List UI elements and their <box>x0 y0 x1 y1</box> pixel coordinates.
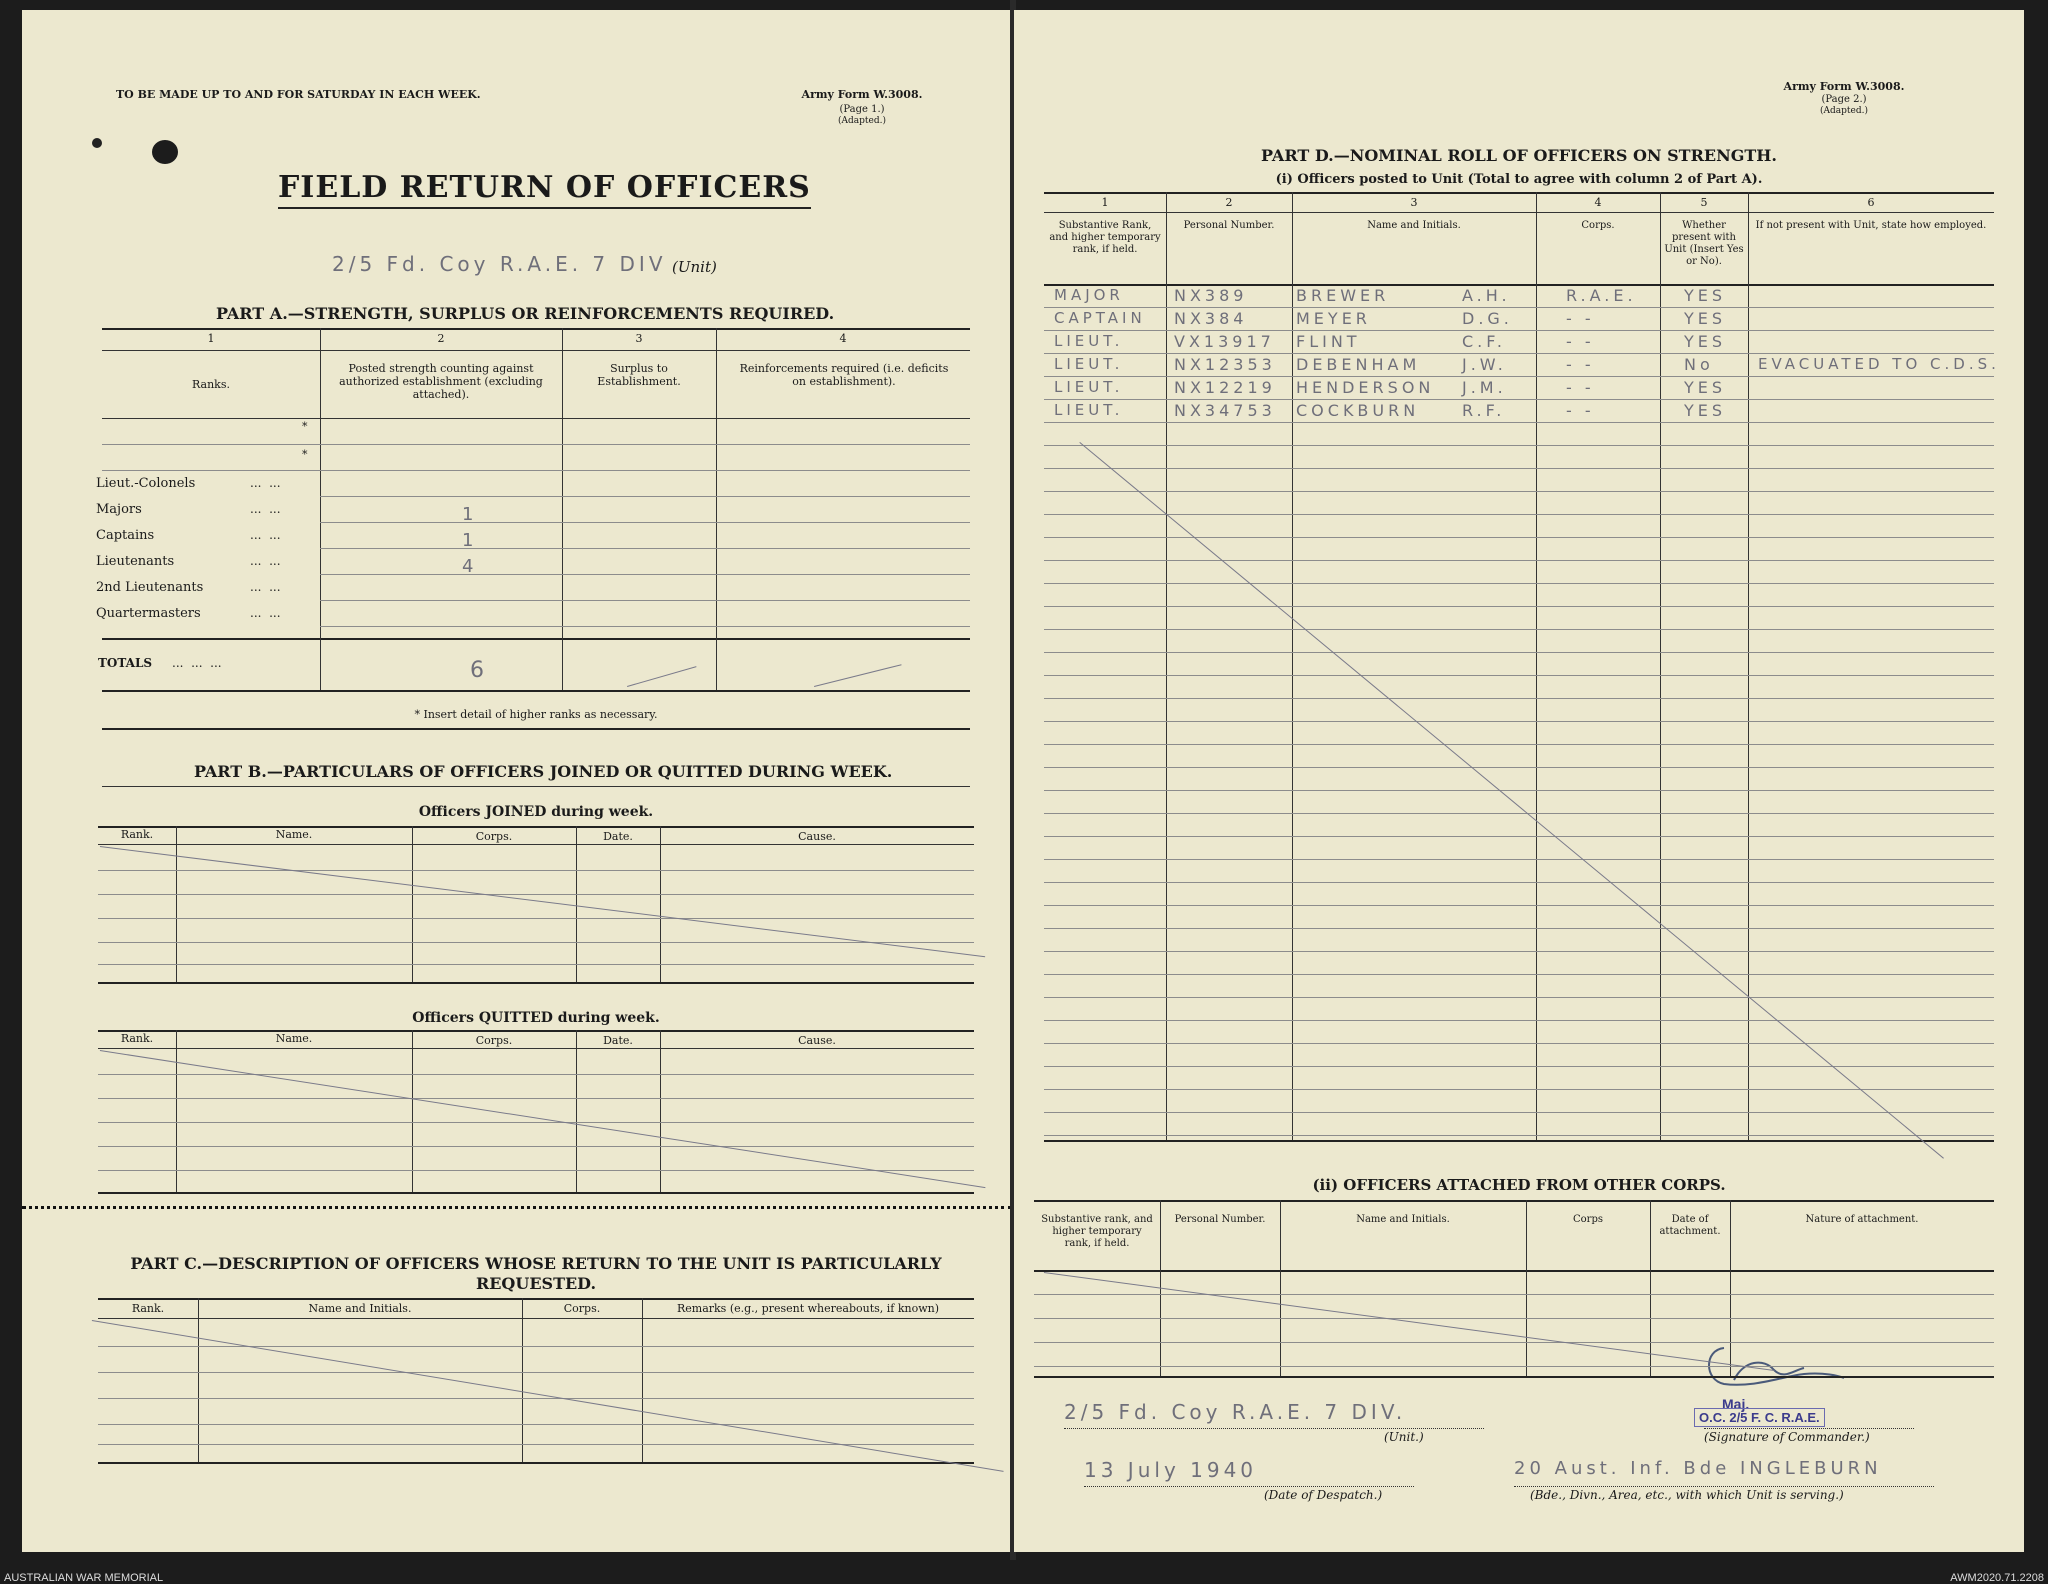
col-number: 3 <box>1410 196 1418 209</box>
unit-label: (Unit) <box>672 258 717 276</box>
roll-corps: - - <box>1566 378 1595 397</box>
roll-number: NX384 <box>1174 309 1248 328</box>
roll-present: No <box>1684 355 1714 374</box>
totals-label: TOTALS <box>98 656 153 670</box>
roll-corps: - - <box>1566 401 1595 420</box>
col-number: 2 <box>1225 196 1233 209</box>
col-header: Name and Initials. <box>1367 220 1461 231</box>
joined-col-rank: Rank. <box>120 828 154 841</box>
stamp-text: O.C. 2/5 F. C. R.A.E. <box>1694 1408 1825 1427</box>
right-page <box>1014 10 2024 1552</box>
quitted-col-rank: Rank. <box>120 1032 154 1045</box>
roll-initials: D.G. <box>1462 309 1513 328</box>
part-c-heading-line2: REQUESTED. <box>475 1274 597 1293</box>
roll-present: YES <box>1684 378 1727 397</box>
attached-col-header: Personal Number. <box>1174 1214 1266 1225</box>
roll-initials: J.W. <box>1462 355 1507 374</box>
roll-rank: LIEUT. <box>1054 401 1124 419</box>
attached-col-header: Name and Initials. <box>1356 1214 1450 1225</box>
roll-corps: - - <box>1566 355 1595 374</box>
rank-label: Quartermasters <box>96 606 201 621</box>
roll-corps: R.A.E. <box>1566 286 1637 305</box>
date-handwritten: 13 July 1940 <box>1084 1458 1258 1482</box>
col-number: 5 <box>1700 196 1708 209</box>
roll-name: BREWER <box>1296 286 1390 305</box>
strength-lieutenants: 4 <box>462 556 478 577</box>
roll-initials: A.H. <box>1462 286 1511 305</box>
part-b-heading: PART B.—PARTICULARS OF OFFICERS JOINED OR QUITTED DURING WEEK. <box>194 762 893 781</box>
part-a-heading: PART A.—STRENGTH, SURPLUS OR REINFORCEMENTS REQUIRED. <box>216 304 835 323</box>
rank-label: Majors <box>96 502 142 517</box>
roll-present: YES <box>1684 401 1727 420</box>
formation-handwritten: 20 Aust. Inf. Bde INGLEBURN <box>1514 1458 1882 1479</box>
roll-corps: - - <box>1566 332 1595 351</box>
col-number: 2 <box>437 332 445 345</box>
strength-captains: 1 <box>462 530 478 551</box>
part-d-heading: PART D.—NOMINAL ROLL OF OFFICERS ON STRENGTH. <box>1261 146 1777 165</box>
quitted-col-corps: Corps. <box>475 1034 513 1047</box>
roll-initials: J.M. <box>1462 378 1507 397</box>
col-number: 4 <box>1594 196 1602 209</box>
punch-hole <box>92 138 102 148</box>
part-c-col-rank: Rank. <box>131 1302 165 1315</box>
col-header: Corps. <box>1581 220 1615 231</box>
col-header-reinforcements: Reinforcements required (i.e. deficits on establishment). <box>739 362 949 388</box>
form-adapted-2: (Adapted.) <box>1820 106 1868 116</box>
date-label: (Date of Despatch.) <box>1264 1488 1383 1502</box>
form-adapted: (Adapted.) <box>838 116 886 126</box>
asterisk: * <box>302 448 308 461</box>
attached-col-header: Substantive rank, and higher temporary rank, if held. <box>1041 1214 1153 1249</box>
signature-label: (Signature of Commander.) <box>1704 1430 1870 1444</box>
form-title: FIELD RETURN OF OFFICERS <box>278 170 811 209</box>
roll-rank: MAJOR <box>1054 286 1124 304</box>
roll-name: DEBENHAM <box>1296 355 1421 374</box>
col-number: 4 <box>839 332 847 345</box>
part-c-col-remarks: Remarks (e.g., present whereabouts, if known) <box>676 1302 940 1315</box>
roll-rank: LIEUT. <box>1054 355 1124 373</box>
part-d-subheading: (i) Officers posted to Unit (Total to agree with column 2 of Part A). <box>1275 172 1763 187</box>
col-header-posted-strength: Posted strength counting against authorized establishment (excluding attached). <box>339 362 543 401</box>
col-header: Whether present with Unit (Insert Yes or No). <box>1664 220 1744 267</box>
col-number: 1 <box>207 332 215 345</box>
col-number: 6 <box>1867 196 1875 209</box>
asterisk: * <box>302 420 308 433</box>
roll-number: VX13917 <box>1174 332 1275 351</box>
top-note: TO BE MADE UP TO AND FOR SATURDAY IN EACH WEEK. <box>116 88 481 101</box>
stamp-rank: Maj. <box>1722 1396 1750 1412</box>
strength-majors: 1 <box>462 504 478 525</box>
roll-name: FLINT <box>1296 332 1361 351</box>
quitted-col-date: Date. <box>603 1034 633 1047</box>
joined-col-name: Name. <box>275 828 313 841</box>
formation-label: (Bde., Divn., Area, etc., with which Unit is serving.) <box>1530 1488 1844 1502</box>
roll-name: COCKBURN <box>1296 401 1420 420</box>
rank-label: Lieut.-Colonels <box>96 476 196 491</box>
part-c-col-name: Name and Initials. <box>308 1302 412 1315</box>
roll-present: YES <box>1684 332 1727 351</box>
col-header: Substantive Rank, and higher temporary rank, if held. <box>1049 220 1161 255</box>
joined-heading: Officers JOINED during week. <box>418 804 654 820</box>
roll-number: NX34753 <box>1174 401 1276 420</box>
roll-present: YES <box>1684 286 1727 305</box>
rank-label: 2nd Lieutenants <box>96 580 204 595</box>
punch-hole <box>152 140 178 164</box>
quitted-heading: Officers QUITTED during week. <box>412 1010 660 1026</box>
form-id-2: Army Form W.3008. <box>1783 80 1905 93</box>
roll-initials: C.F. <box>1462 332 1506 351</box>
roll-employed: EVACUATED TO C.D.S. <box>1758 355 2000 373</box>
col-header-ranks: Ranks. <box>192 378 230 391</box>
quitted-col-cause: Cause. <box>798 1034 836 1047</box>
rank-label: Lieutenants <box>96 554 175 569</box>
roll-corps: - - <box>1566 309 1595 328</box>
unit-handwritten: 2/5 Fd. Coy R.A.E. 7 DIV <box>332 252 667 276</box>
roll-name: MEYER <box>1296 309 1371 328</box>
left-page: TO BE MADE UP TO AND FOR SATURDAY IN EACH WEEK. Army Form W.3008. (Page 1.) (Adapted.) FIELD RETURN OF OFFICERS 2/5 Fd. Coy R.A.E. 7 DIV (Unit) PART A.—STRENGTH, SURPLUS OR REINFORCEMENTS REQUIRED. 1 2 3 4 Ranks. Posted strength counting against authorized establishment (excluding attached). Surplus to Establishment. Reinforcements required (i.e. deficits on establishment). * * Lieut.-Colonels Majors Captains Lieutenants 2nd Lieutenants Quartermasters ... ... ... ... ... ... ... ... ... ... ... ... 1 1 4 TOTALS ... ... ... 6 * Insert detail of higher ranks as necessary. PART B.—PARTICULARS OF OFFICERS JOINED OR QUITTED DURING WEEK. Officers JOINED during week. Rank. Name. Corps. Date. Cause. Officers QUITTED during week. Rank. Name. Corps. Date. Cause. PART C.—DESCRIPTION OF OFFICERS WHOSE RETURN TO THE UNIT IS PARTICULARLY REQUESTED. Rank. Name and Initials. Corps. Remarks (e.g., present whereabouts, if known) <box>22 10 1012 1552</box>
joined-col-corps: Corps. <box>475 830 513 843</box>
roll-number: NX389 <box>1174 286 1248 305</box>
col-header: If not present with Unit, state how employed. <box>1755 220 1987 231</box>
col-header: Personal Number. <box>1183 220 1275 231</box>
quitted-col-name: Name. <box>275 1032 313 1045</box>
form-page-2: (Page 2.) <box>1821 94 1867 105</box>
roll-name: HENDERSON <box>1296 378 1435 397</box>
unit-handwritten-2: 2/5 Fd. Coy R.A.E. 7 DIV. <box>1064 1400 1407 1424</box>
rank-label: Captains <box>96 528 155 543</box>
attached-col-header: Date of attachment. <box>1659 1214 1721 1237</box>
footer-left: AUSTRALIAN WAR MEMORIAL <box>4 1572 164 1584</box>
joined-col-date: Date. <box>603 830 633 843</box>
roll-number: NX12219 <box>1174 378 1276 397</box>
roll-rank: LIEUT. <box>1054 332 1124 350</box>
footer-right: AWM2020.71.2208 <box>1950 1572 2044 1584</box>
total-strength: 6 <box>470 658 488 683</box>
commander-signature <box>1284 1340 1844 1400</box>
roll-present: YES <box>1684 309 1727 328</box>
col-number: 3 <box>635 332 643 345</box>
unit-label-2: (Unit.) <box>1384 1430 1424 1444</box>
roll-rank: CAPTAIN <box>1054 309 1146 327</box>
form-page: (Page 1.) <box>839 104 885 115</box>
col-number: 1 <box>1101 196 1109 209</box>
roll-initials: R.F. <box>1462 401 1506 420</box>
attached-col-header: Corps <box>1573 1214 1603 1225</box>
part-c-heading-line1: PART C.—DESCRIPTION OF OFFICERS WHOSE RETURN TO THE UNIT IS PARTICULARLY <box>130 1254 942 1273</box>
form-id: Army Form W.3008. <box>801 88 923 101</box>
cancel-line <box>1079 442 1944 1159</box>
part-c-col-corps: Corps. <box>563 1302 601 1315</box>
roll-rank: LIEUT. <box>1054 378 1124 396</box>
perforation-line <box>22 1206 1012 1209</box>
joined-col-cause: Cause. <box>798 830 836 843</box>
col-header-surplus: Surplus to Establishment. <box>597 362 681 388</box>
roll-number: NX12353 <box>1174 355 1276 374</box>
attached-col-header: Nature of attachment. <box>1805 1214 1919 1225</box>
attached-heading: (ii) OFFICERS ATTACHED FROM OTHER CORPS. <box>1312 1176 1726 1194</box>
part-a-footnote: * Insert detail of higher ranks as necessary. <box>414 708 658 721</box>
